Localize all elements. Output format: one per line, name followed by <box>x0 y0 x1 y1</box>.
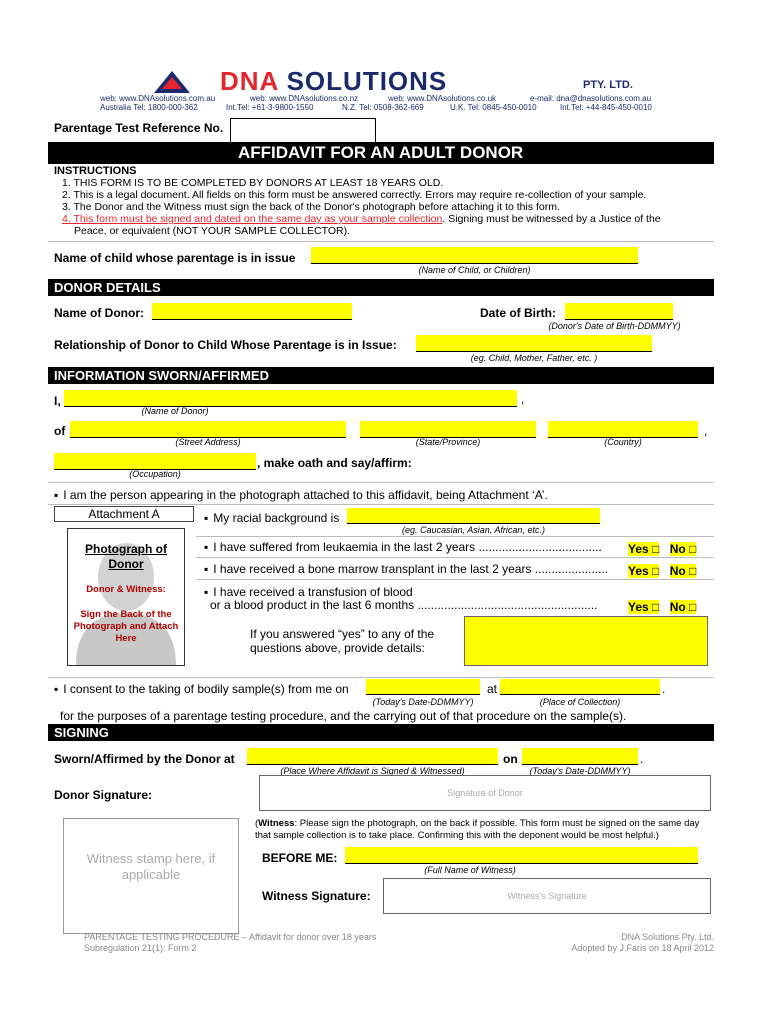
street-input[interactable] <box>70 421 346 438</box>
question-bone-marrow: ▪ I have received a bone marrow transplant in the last 2 years ...................... <box>204 562 608 576</box>
dob-input[interactable] <box>565 303 673 320</box>
sworn-heading: INFORMATION SWORN/AFFIRMED <box>54 368 269 383</box>
details-label: If you answered “yes” to any of the questions above, provide details: <box>250 627 435 655</box>
sworn-header <box>48 367 714 384</box>
witness-note-text: : Please sign the photograph, on the back if possible. This form must be signed on the same day that sample collection is to take place. Confirming this with the deponent would be most helpful.) <box>255 818 700 841</box>
oath-text: , make oath and say/affirm: <box>257 456 412 470</box>
consent-period: . <box>662 682 666 696</box>
sworn-donor-name-input[interactable] <box>64 390 517 407</box>
child-label: Name of child whose parentage is in issue <box>54 251 296 265</box>
details-input[interactable] <box>464 616 708 666</box>
instructions-heading: INSTRUCTIONS <box>54 165 137 177</box>
consent-place-hint: (Place of Collection) <box>539 697 621 707</box>
consent-place-input[interactable] <box>500 679 660 695</box>
i-label: I, <box>54 394 61 408</box>
tel-int-uk: Int.Tel: +44-845-450-0010 <box>560 103 652 112</box>
child-name-input[interactable] <box>311 247 638 264</box>
instruction-3: 3. The Donor and the Witness must sign the back of the Donor's photograph before attaching it to this form. <box>62 201 560 213</box>
sworn-at-label: Sworn/Affirmed by the Donor at <box>54 752 235 766</box>
witness-stamp-text: Witness stamp here, if applicable <box>86 851 216 882</box>
divider <box>48 241 714 242</box>
photo-statement: ▪ I am the person appearing in the photograph attached to this affidavit, being Attachment ‘A’. <box>54 488 548 502</box>
instructions <box>54 165 716 237</box>
q3-yes-checkbox[interactable]: Yes □ <box>628 600 660 614</box>
photo-title: Photograph of Donor <box>85 542 167 571</box>
web-uk: web: www.DNAsolutions.co.uk <box>388 94 497 103</box>
state-input[interactable] <box>360 421 536 438</box>
witness-note: (Witness: Please sign the photograph, on the back if possible. This form must be signed on the same day that sample collection is to take place. Confirming this with the deponent would be most helpful.) <box>255 818 700 841</box>
reference-input[interactable] <box>230 118 376 144</box>
racial-input[interactable] <box>347 508 600 524</box>
consent-text: ▪ I consent to the taking of bodily sample(s) from me on <box>54 682 349 696</box>
form-title-text: AFFIDAVIT FOR AN ADULT DONOR <box>238 143 524 162</box>
donor-details-heading: DONOR DETAILS <box>54 280 161 295</box>
brand-suffix: PTY. LTD. <box>583 79 633 91</box>
web-au: web: www.DNAsolutions.com.au <box>100 94 216 103</box>
consent-date-hint: (Today's Date-DDMMYY) <box>372 697 474 707</box>
donor-details-header <box>48 279 714 296</box>
donor-signature-label: Donor Signature: <box>54 788 152 802</box>
instruction-1: 1. THIS FORM IS TO BE COMPLETED BY DONORS AT LEAST 18 YEARS OLD. <box>62 177 444 189</box>
logo <box>150 67 660 95</box>
racial-hint: (eg. Caucasian, Asian, African, etc.) <box>402 525 545 535</box>
witness-signature-field[interactable] <box>383 878 711 914</box>
signing-heading: SIGNING <box>54 725 109 740</box>
sign-date-hint: (Today's Date-DDMMYY) <box>529 766 631 776</box>
footer-adopted: Adopted by J.Faris on 18 April 2012 <box>571 943 714 953</box>
divider <box>196 536 714 537</box>
sign-place-input[interactable] <box>247 748 498 765</box>
divider <box>48 482 714 483</box>
consent-purpose: for the purposes of a parentage testing procedure, and the carrying out of that procedure on the sample(s). <box>60 709 627 723</box>
consent-date-input[interactable] <box>366 679 480 695</box>
q3-no-checkbox[interactable]: No □ <box>669 600 697 614</box>
child-hint: (Name of Child, or Children) <box>418 265 531 275</box>
donor-signature-placeholder: Signature of Donor <box>447 788 523 798</box>
of-label: of <box>54 424 66 438</box>
witness-name-input[interactable] <box>345 847 698 864</box>
country-input[interactable] <box>548 421 698 438</box>
witness-signature-label: Witness Signature: <box>262 889 371 903</box>
divider <box>48 504 714 505</box>
attachment-a-label <box>54 506 194 522</box>
witness-name-hint: (Full Name of Witness) <box>424 865 516 875</box>
occupation-hint: (Occupation) <box>129 469 181 479</box>
witness-signature-placeholder: Witness's Signature <box>507 891 587 901</box>
brand-name: DNA SOLUTIONS <box>220 66 448 96</box>
web-nz: web: www.DNAsolutions.co.nz <box>250 94 359 103</box>
sign-period: . <box>640 752 644 766</box>
signing-header <box>48 724 714 741</box>
dob-label: Date of Birth: <box>480 306 556 320</box>
reference-label: Parentage Test Reference No. <box>54 121 224 135</box>
tel-nz: N.Z. Tel: 0508-362-669 <box>342 103 424 112</box>
occupation-input[interactable] <box>54 453 256 470</box>
tel-uk: U.K. Tel: 0845-450-0010 <box>450 103 537 112</box>
before-me-label: BEFORE ME: <box>262 851 338 865</box>
witness-note-bold: Witness <box>258 818 295 829</box>
state-hint: (State/Province) <box>415 437 481 447</box>
instruction-4-red: 4. This form must be signed and dated on the same day as your sample collection <box>62 213 443 225</box>
racial-label: ▪ My racial background is <box>204 511 339 525</box>
country-comma: , <box>704 424 708 438</box>
q1-yes-checkbox[interactable]: Yes □ <box>628 542 660 556</box>
q2-no-checkbox[interactable]: No □ <box>669 564 697 578</box>
witness-stamp-area[interactable] <box>63 818 239 934</box>
photo-sign-instruction: Sign the Back of the Photograph and Attach Here <box>73 609 179 644</box>
question-transfusion-cont: or a blood product in the last 6 months ...................................................... <box>210 598 598 612</box>
instruction-2: 2. This is a legal document. All fields on this form must be answered correctly. Errors may require re-collection of your sample. <box>62 189 647 201</box>
photo-donor-witness: Donor & Witness: <box>86 584 166 595</box>
relationship-label: Relationship of Donor to Child Whose Parentage is in Issue: <box>54 338 397 352</box>
divider <box>196 579 714 580</box>
q2-yes-no[interactable] <box>628 562 696 580</box>
divider <box>196 557 714 558</box>
tel-au: Australia Tel: 1800-000-362 <box>100 103 198 112</box>
tel-int-au: Int.Tel: +61-3-9800-1550 <box>226 103 314 112</box>
footer-procedure: PARENTAGE TESTING PROCEDURE – Affidavit for donor over 18 years <box>84 932 377 942</box>
dna-logo-icon <box>152 69 192 95</box>
footer-regulation: Subregulation 21(1): Form 2 <box>84 943 197 953</box>
q2-yes-checkbox[interactable]: Yes □ <box>628 564 660 578</box>
donor-name-label: Name of Donor: <box>54 306 144 320</box>
attachment-a-text: Attachment A <box>88 507 160 521</box>
photo-frame[interactable] <box>67 528 185 666</box>
dob-hint: (Donor's Date of Birth-DDMMYY) <box>548 321 681 331</box>
consent-at: at <box>487 682 498 696</box>
donor-signature-field[interactable] <box>259 775 711 811</box>
country-hint: (Country) <box>604 437 642 447</box>
instruction-4-cont: Peace, or equivalent (NOT YOUR SAMPLE COLLECTOR). <box>74 225 351 237</box>
relationship-input[interactable] <box>416 335 652 352</box>
instruction-4 <box>62 213 716 225</box>
sign-place-hint: (Place Where Affidavit is Signed & Witnessed) <box>280 766 465 776</box>
question-leukaemia: ▪ I have suffered from leukaemia in the last 2 years ..................................... <box>204 540 602 554</box>
relationship-hint: (eg. Child, Mother, Father, etc. ) <box>470 353 598 363</box>
footer-company: DNA Solutions Pty. Ltd. <box>621 932 714 942</box>
q3-yes-no[interactable] <box>628 598 696 616</box>
name-comma: , <box>521 392 525 406</box>
donor-name-input[interactable] <box>152 303 352 320</box>
street-hint: (Street Address) <box>175 437 241 447</box>
sworn-name-hint: (Name of Donor) <box>141 406 209 416</box>
contact-tel-row <box>100 103 680 114</box>
footer-left <box>84 932 376 954</box>
q1-yes-no[interactable] <box>628 540 696 558</box>
email: e-mail: dna@dnasolutions.com.au <box>530 94 652 103</box>
footer-right <box>480 932 714 954</box>
question-transfusion: ▪ I have received a transfusion of blood <box>204 585 413 599</box>
divider <box>48 677 714 678</box>
sign-on-label: on <box>503 752 518 766</box>
form-title <box>48 142 714 164</box>
q1-no-checkbox[interactable]: No □ <box>669 542 697 556</box>
instruction-4-rest: . Signing must be witnessed by a Justice of the <box>442 213 661 225</box>
sign-date-input[interactable] <box>522 748 638 765</box>
